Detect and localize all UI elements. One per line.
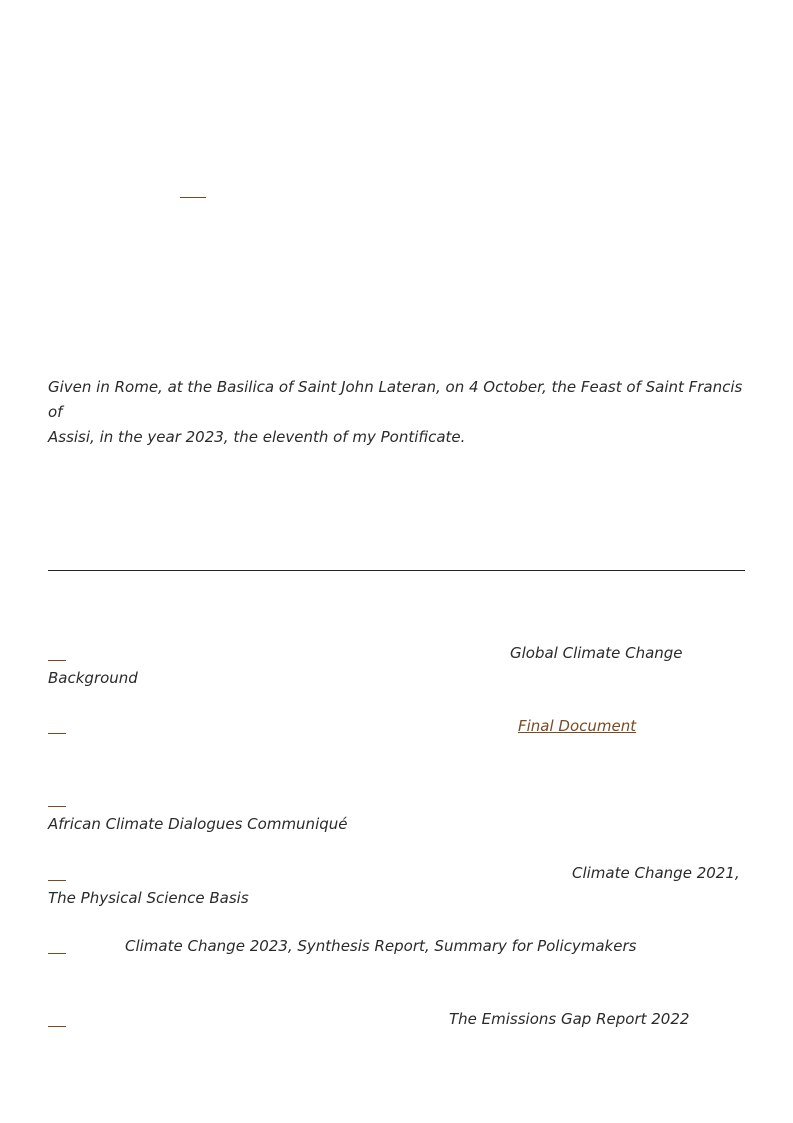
closing-line-2: Assisi, in the year 2023, the eleventh of my Pontificate. [48, 428, 466, 446]
footnote-1-title-cont: Background [48, 669, 138, 687]
footnote-backlink-2[interactable] [48, 733, 66, 734]
closing-paragraph [48, 375, 748, 450]
footnote-backlink-6[interactable] [48, 1026, 66, 1027]
footnote-ref-mark[interactable] [180, 197, 206, 198]
footnote-2-link[interactable]: Final Document [518, 717, 637, 735]
footnote-6-title: The Emissions Gap Report 2022 [449, 1010, 690, 1028]
closing-line-1: Given in Rome, at the Basilica of Saint John Lateran, on 4 October, the Feast of Saint Francis of [48, 378, 743, 421]
footnote-separator [48, 570, 745, 571]
footnote-backlink-1[interactable] [48, 660, 66, 661]
footnote-backlink-4[interactable] [48, 880, 66, 881]
footnote-backlink-5[interactable] [48, 953, 66, 954]
footnote-1-title: Global Climate Change [510, 644, 683, 662]
footnote-4-title-cont: The Physical Science Basis [48, 889, 249, 907]
footnote-4-title: Climate Change 2021, [572, 864, 740, 882]
footnote-backlink-3[interactable] [48, 806, 66, 807]
footnote-3-title: African Climate Dialogues Communiqué [48, 815, 348, 833]
footnote-5-title: Climate Change 2023, Synthesis Report, Summary for Policymakers [125, 937, 637, 955]
